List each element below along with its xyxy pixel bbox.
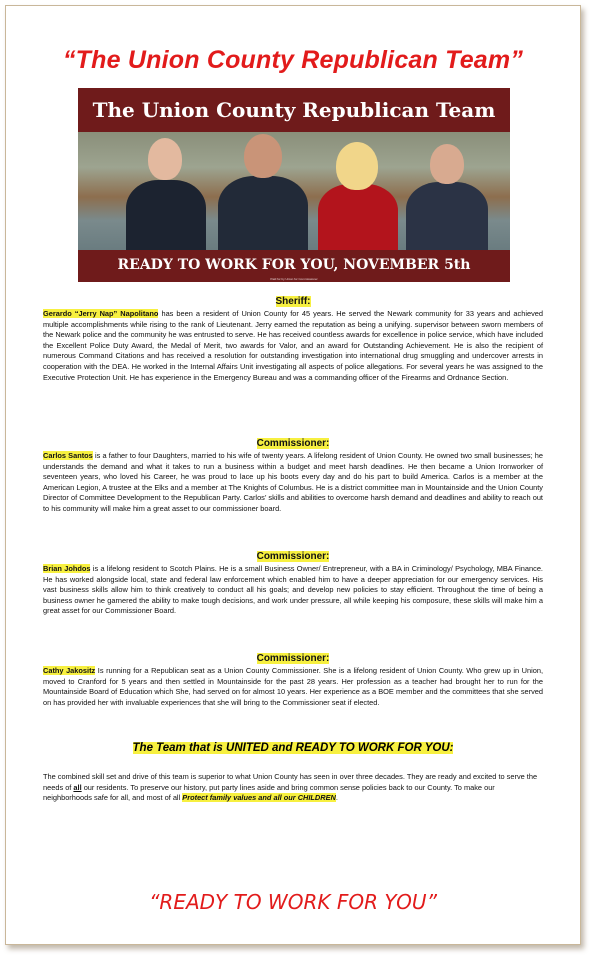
flyer-title: “The Union County Republican Team”: [62, 46, 524, 74]
candidate-name: Brian Johdos: [43, 564, 91, 573]
candidate-bio: is a lifelong resident to Scotch Plains. He is a small Business Owner/ Entrepreneur, with a BA in Criminology/ Psychology, MBA Finance. He has worked alongside local, state and federal law enforcement which enabled him to have a deeper appreciation for our emergency services. His vast business skills allow him to think creatively to conduct all his goals; and develop new policies to stay efficient. Throughout the time of being a business owner he garnered the ability to make tough decisions, and work under pressure, all while keeping his composure, these skills will make him a great asset for our Commissioner Board.: [43, 564, 543, 616]
commissioner-section-jakositz: [43, 653, 543, 708]
candidate-bio: is a father to four Daughters, married to his wife of twenty years. A lifelong resident of Union County. He owned two small businesses; he understands the demand and what it takes to run a business within a budget and meet harsh deadlines. He then became a Union Ironworker of seventeen years, who loved his Career, he was proud to lace up his boots every day and do his part to build America. Carlos is a member at the American Legion, A trustee at the Elks and a member at The Knights of Columbus. He is a district committee man in Mountainside and the Union County Director of Committee Development to the Republican Party. Carlos’ skills and abilities to overcome harsh demand and deadlines and ability to reach out to his community will make him a great asset to our commissioner board.: [43, 451, 543, 513]
emphasis-text: Protect family values and all our CHILDREN: [182, 793, 336, 803]
closing-paragraph: The combined skill set and drive of this team is superior to what Union County has seen in over three decades. They are ready and excited to serve the needs of all our residents. To preserve our history, put party lines aside and bring common sense policies back to our County. To make our neighborhoods safe for all, and most of all Protect family values and all our CHILDREN.: [43, 772, 538, 803]
candidate-name: Gerardo “Jerry Nap” Napolitano: [43, 309, 159, 318]
candidate-name: Carlos Santos: [43, 451, 93, 460]
banner-fine-print: Paid for by Union for Commissioner: [270, 277, 318, 281]
flyer-page: [5, 5, 581, 945]
banner-headline: The Union County Republican Team: [78, 88, 510, 132]
candidate-figure-1: [126, 132, 206, 250]
section-heading: Sheriff:: [275, 296, 311, 307]
team-heading: The Team that is UNITED and READY TO WORK FOR YOU:: [132, 742, 454, 754]
candidate-bio: has been a resident of Union County for 45 years. He served the Newark community for 33 years and achieved multiple accomplishments while rising to the rank of Lieutenant. Jerry earned the reputation as being a unifying. supervisor between sworn members of the Newark police and the community he was entrusted to serve. He has received countless awards for excellence in police service, which have included the Excellent Police Duty Award, the Medal of Merit, two awards for Valor, and an award for Outstanding Achievement. He is also the recipient of numerous Command Citations and has received a resolution for outstanding investigation into international drug smuggling and undercover arrests in cooperation with the DEA. He worked in the Internal Affairs Unit investigating all aspects of police allegations. For several years he was assigned to the Executive Protection Unit. He has experience in the Emergency Bureau and was a commanding officer of the Firearms and Ordnance Section.: [43, 309, 543, 382]
commissioner-section-johdos: [43, 551, 543, 617]
team-photo: [78, 132, 510, 250]
team-banner-image: [78, 88, 510, 282]
underlined-word: all: [73, 782, 82, 792]
candidate-figure-3: [318, 132, 398, 250]
candidate-bio: Is running for a Republican seat as a Union County Commissioner. She is a lifelong resident of Union County. Who grew up in Union, moved to Cranford for 5 years and then settled in Mountainside for the past 28 years. Her profession as a teacher had brought her to run for the Mountainside Board of Education which She, had served on for almost 10 years. Her experience as a BOE member and the committees that she served on has provided her with invaluable experiences that she will bring to the Commissioner seat if elected.: [43, 666, 544, 707]
candidate-figure-4: [406, 132, 488, 250]
section-heading: Commissioner:: [256, 551, 330, 562]
section-heading: Commissioner:: [256, 653, 330, 664]
commissioner-section-santos: [43, 438, 543, 515]
candidate-name: Cathy Jakositz: [43, 666, 96, 675]
candidate-figure-2: [218, 132, 308, 250]
banner-tagline: READY TO WORK FOR YOU, NOVEMBER 5th: [78, 250, 510, 282]
sheriff-section: [43, 296, 543, 383]
footer-slogan: “READY TO WORK FOR YOU”: [149, 890, 437, 914]
section-heading: Commissioner:: [256, 438, 330, 449]
